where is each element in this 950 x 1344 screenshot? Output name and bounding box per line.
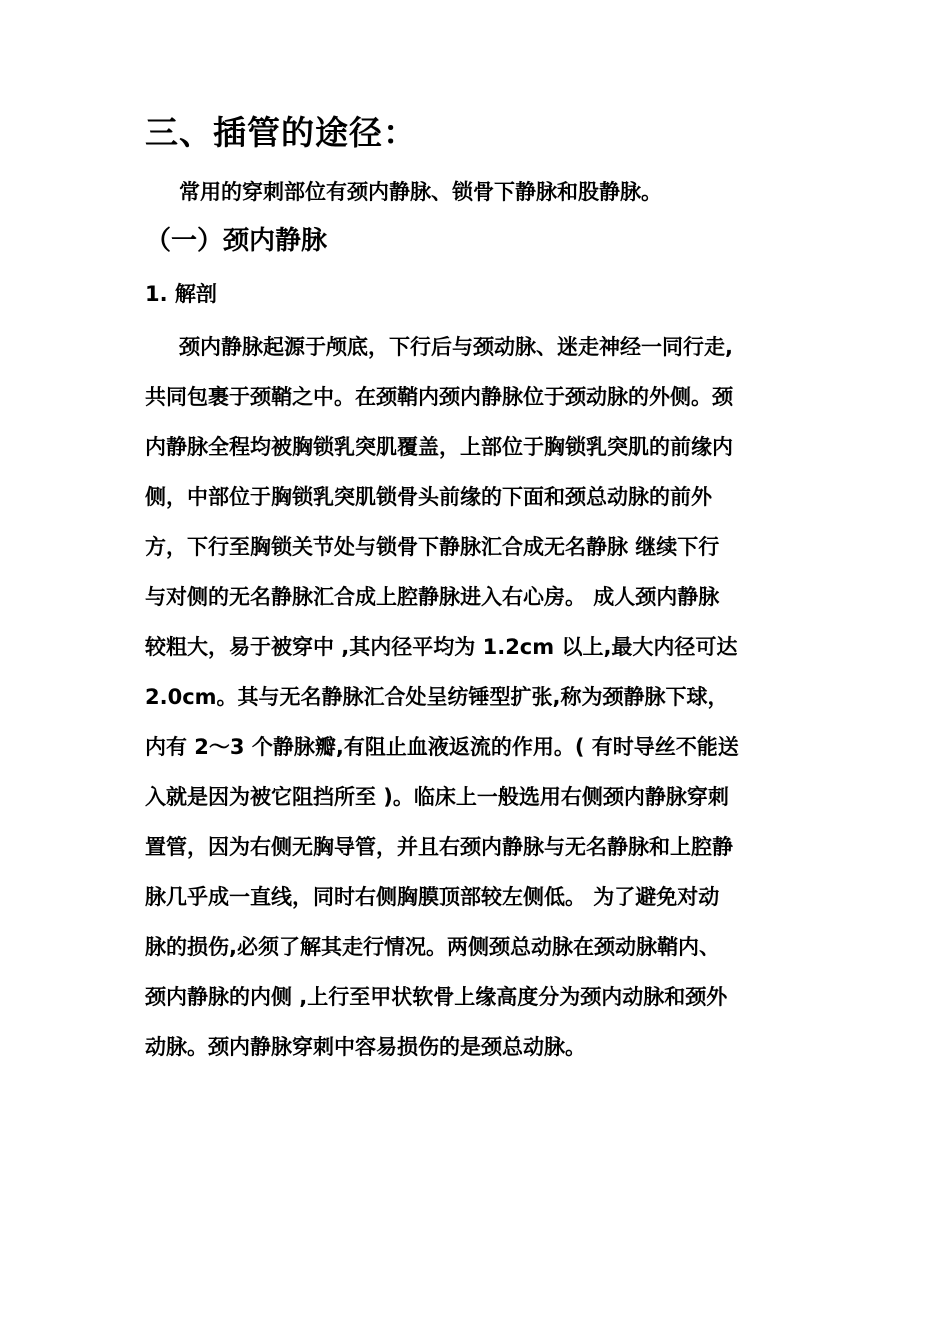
paragraph-line: 脉的损伤,必须了解其走行情况。两侧颈总动脉在颈动脉鞘内、 — [145, 935, 720, 959]
paragraph-line: 较粗大，易于被穿中 ,其内径平均为 1.2cm 以上,最大内径可达 — [145, 635, 738, 659]
document-content — [145, 108, 815, 1072]
paragraph-line: 共同包裹于颈鞘之中。在颈鞘内颈内静脉位于颈动脉的外侧。颈 — [145, 385, 733, 409]
anatomy-paragraph — [145, 322, 815, 1072]
paragraph-line: 与对侧的无名静脉汇合成上腔静脉进入右心房。 成人颈内静脉 — [145, 585, 720, 609]
paragraph-line: 入就是因为被它阻挡所至 )。临床上一般选用右侧颈内静脉穿刺 — [145, 785, 729, 809]
paragraph-line: 颈内静脉起源于颅底，下行后与颈动脉、迷走神经一同行走, — [179, 335, 733, 359]
subsection-title: （一）颈内静脉 — [145, 226, 328, 256]
paragraph-line: 内有 2～3 个静脉瓣,有阻止血液返流的作用。( 有时导丝不能送 — [145, 735, 739, 759]
paragraph-line: 颈内静脉的内侧 ,上行至甲状软骨上缘高度分为颈内动脉和颈外 — [145, 985, 728, 1009]
paragraph-line: 侧，中部位于胸锁乳突肌锁骨头前缘的下面和颈总动脉的前外 — [145, 485, 712, 509]
paragraph-line: 方，下行至胸锁关节处与锁骨下静脉汇合成无名静脉 继续下行 — [145, 535, 720, 559]
item-title-anatomy: 1. 解剖 — [145, 282, 217, 306]
paragraph-line: 置管，因为右侧无胸导管，并且右颈内静脉与无名静脉和上腔静 — [145, 835, 733, 859]
section-title: 三、插管的途径： — [145, 113, 417, 152]
paragraph-line: 2.0cm。其与无名静脉汇合处呈纺锤型扩张,称为颈静脉下球， — [145, 685, 729, 709]
paragraph-line: 脉几乎成一直线，同时右侧胸膜顶部较左侧低。 为了避免对动 — [145, 885, 720, 909]
paragraph-line: 内静脉全程均被胸锁乳突肌覆盖，上部位于胸锁乳突肌的前缘内 — [145, 435, 733, 459]
paragraph-line: 动脉。颈内静脉穿刺中容易损伤的是颈总动脉。 — [145, 1035, 586, 1059]
intro-sentence: 常用的穿刺部位有颈内静脉、锁骨下静脉和股静脉。 — [179, 180, 662, 204]
